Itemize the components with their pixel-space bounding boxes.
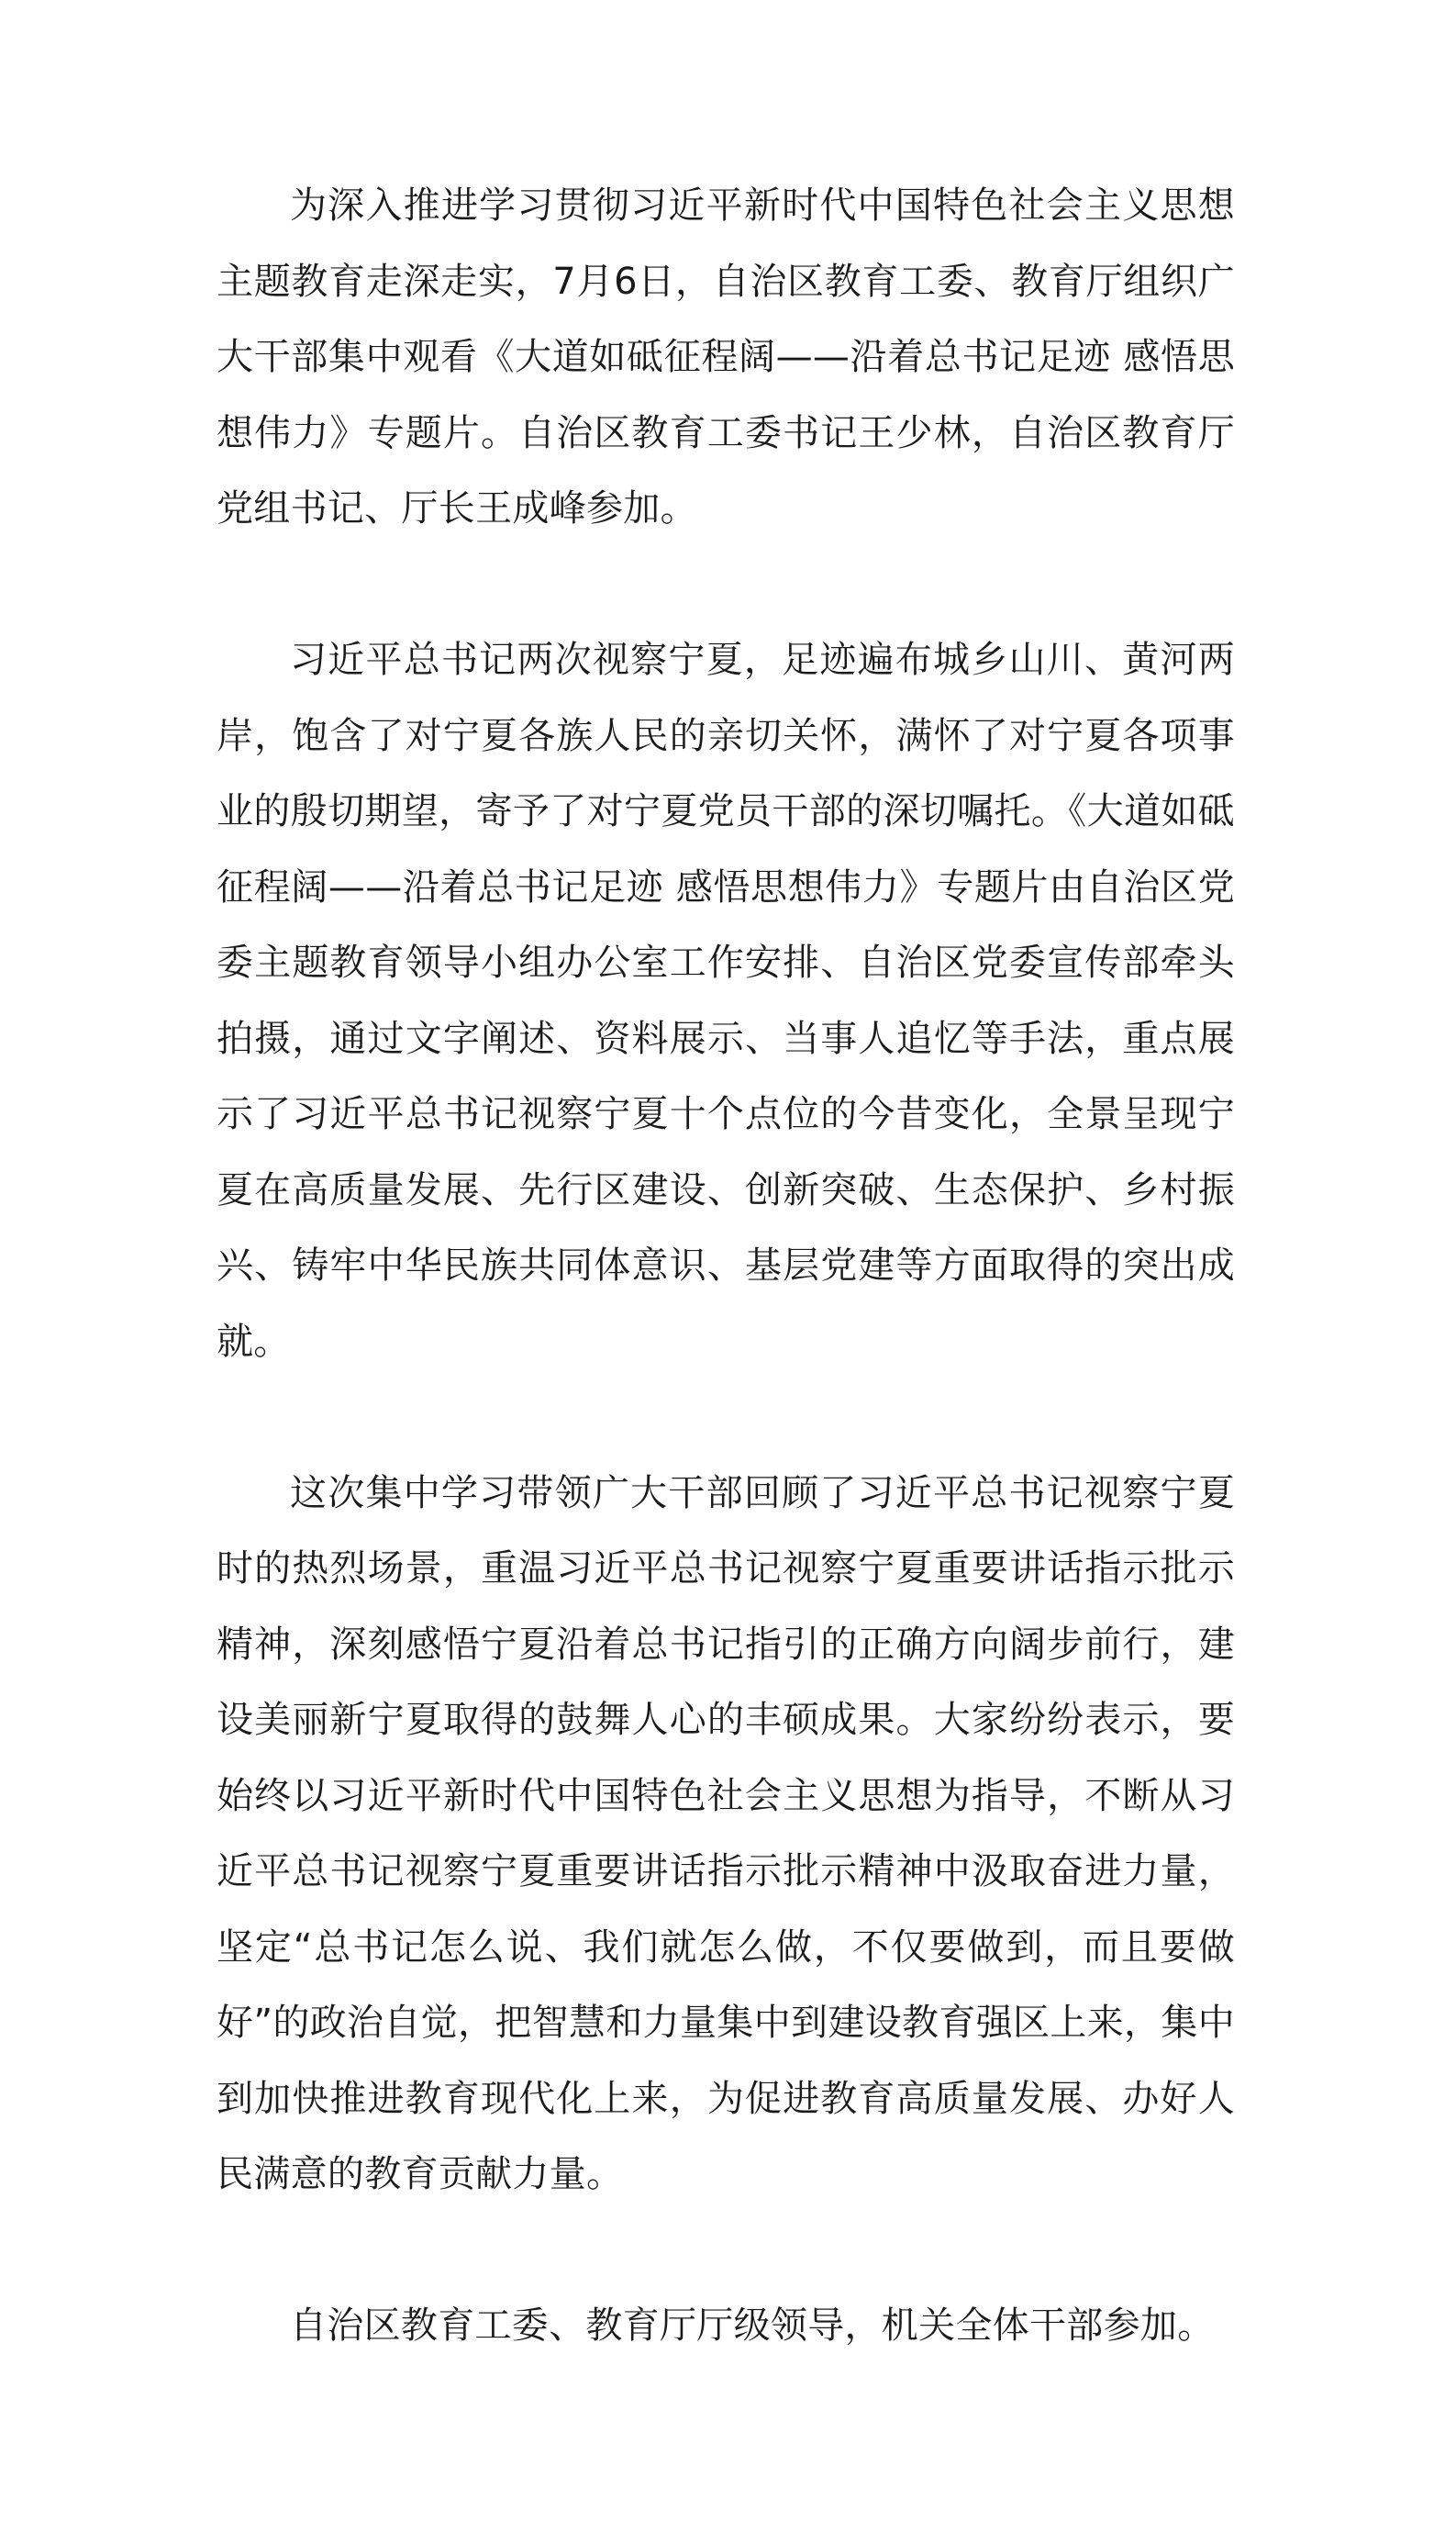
article-paragraph-4: 自治区教育工委、教育厅厅级领导，机关全体干部参加。	[290, 2304, 1215, 2347]
article-paragraph-1: 为深入推进学习贯彻习近平新时代中国特色社会主义思想主题教育走深走实，7月6日，自治区教育工委、教育厅组织广大干部集中观看《大道如砥征程阔——沿着总书记足迹 感悟思想伟力》专题片。自治区教育工委书记王少林，自治区教育厅党组书记、厅长王成峰参加。	[217, 184, 1235, 530]
article-paragraph-3: 这次集中学习带领广大干部回顾了习近平总书记视察宁夏时的热烈场景，重温习近平总书记视察宁夏重要讲话指示批示精神，深刻感悟宁夏沿着总书记指引的正确方向阔步前行，建设美丽新宁夏取得的鼓舞人心的丰硕成果。大家纷纷表示，要始终以习近平新时代中国特色社会主义思想为指导，不断从习近平总书记视察宁夏重要讲话指示批示精神中汲取奋进力量，坚定“总书记怎么说、我们就怎么做，不仅要做到，而且要做好”的政治自觉，把智慧和力量集中到建设教育强区上来，集中到加快推进教育现代化上来，为促进教育高质量发展、办好人民满意的教育贡献力量。	[217, 1471, 1235, 2195]
article-body	[217, 168, 1235, 2364]
article-paragraph-2: 习近平总书记两次视察宁夏，足迹遍布城乡山川、黄河两岸，饱含了对宁夏各族人民的亲切关怀，满怀了对宁夏各项事业的殷切期望，寄予了对宁夏党员干部的深切嘱托。《大道如砥征程阔——沿着总书记足迹 感悟思想伟力》专题片由自治区党委主题教育领导小组办公室工作安排、自治区党委宣传部牵头拍摄，通过文字阐述、资料展示、当事人追忆等手法，重点展示了习近平总书记视察宁夏十个点位的今昔变化，全景呈现宁夏在高质量发展、先行区建设、创新突破、生态保护、乡村振兴、铸牢中华民族共同体意识、基层党建等方面取得的突出成就。	[217, 639, 1235, 1363]
